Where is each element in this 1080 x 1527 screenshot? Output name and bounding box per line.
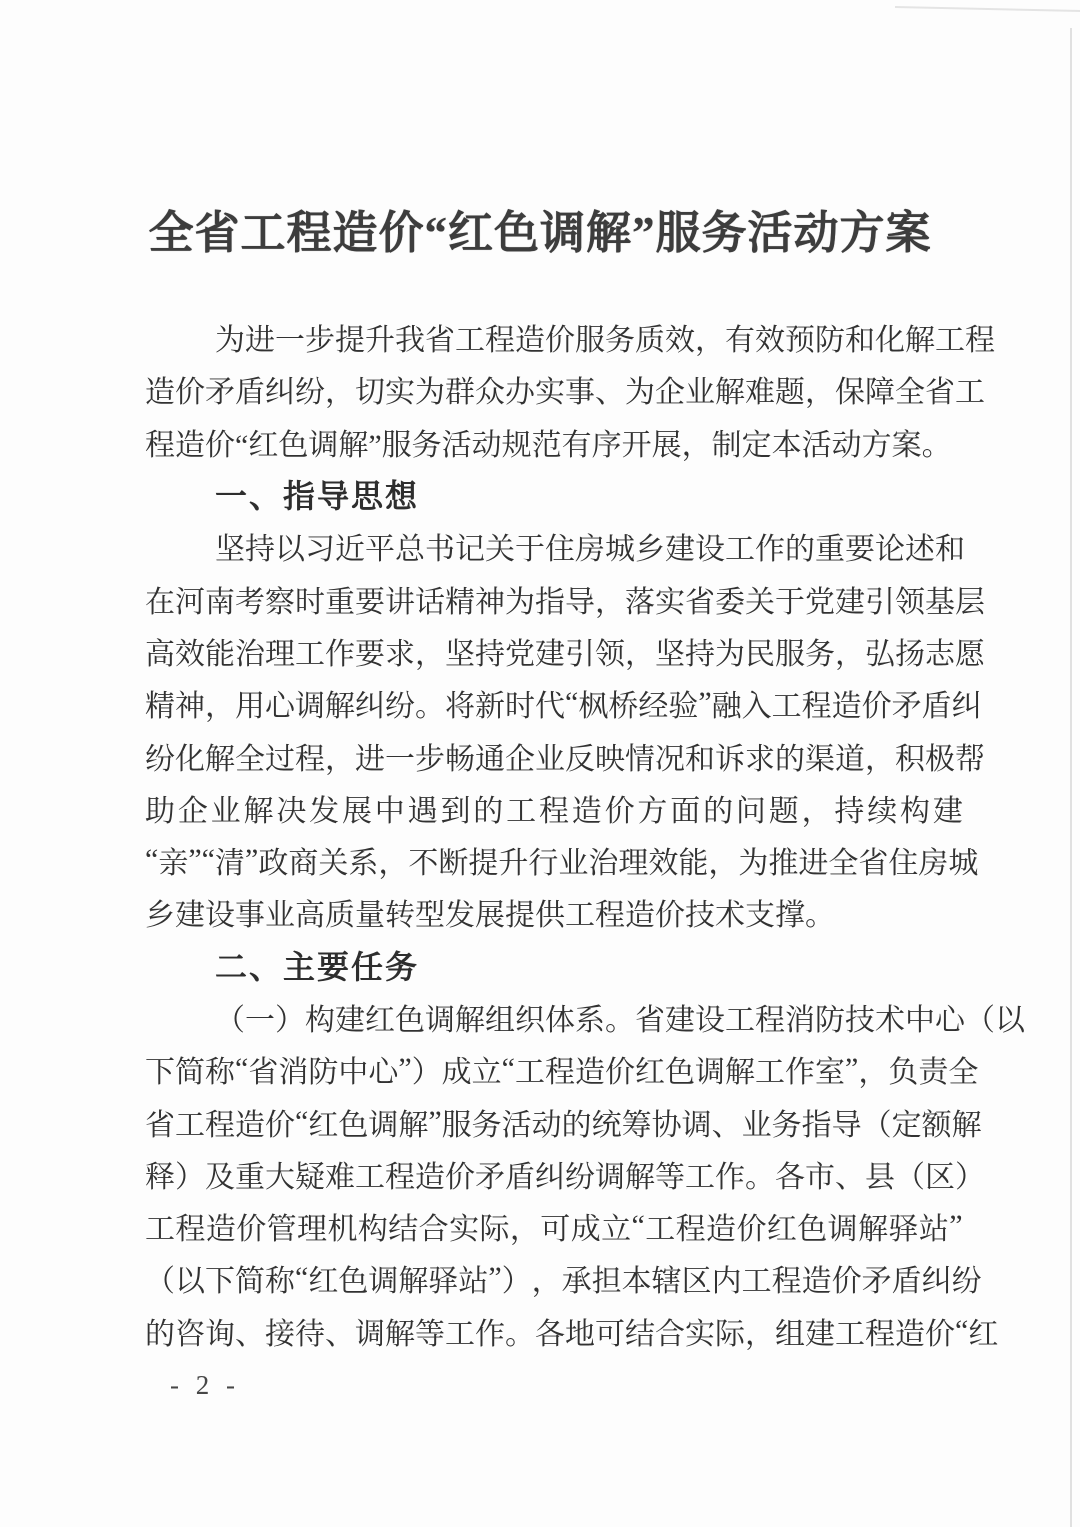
text-line: 助 企 业 解 决 发 展 中 遇 到 的 工 程 造 价 方 面 的 问 题 ， 持 续 构 建: [145, 794, 963, 828]
document-title: 全省工程造价“红色调解”服务活动方案: [148, 208, 932, 258]
text-line: 工 程 造 价 管 理 机 构 结 合 实 际 ， 可 成 立 “ 工 程 造 价 红 色 调 解 驿 站 ”: [145, 1209, 963, 1247]
text-line: 省 工 程 造 价 “ 红 色 调 解 ” 服 务 活 动 的 统 筹 协 调 、 业 务 指 导 （ 定 额 解: [145, 1104, 982, 1142]
text-line: 下 简 称 “ 省 消 防 中 心 ” ） 成 立 “ 工 程 造 价 红 色 调 解 工 作 室 ” ， 负 责 全: [145, 1052, 979, 1090]
text-line: 精 神 ， 用 心 调 解 纠 纷 。 将 新 时 代 “ 枫 桥 经 验 ” 融 入 工 程 造 价 矛 盾 纠: [145, 686, 982, 724]
section-heading: 二、主要任务: [215, 948, 420, 985]
text-line: 程造价“红色调解”服务活动规范有序开展，制定本活动方案。: [145, 428, 952, 462]
text-line: （ 以 下 简 称 “ 红 色 调 解 驿 站 ” ） ， 承 担 本 辖 区 内 工 程 造 价 矛 盾 纠 纷: [145, 1261, 982, 1299]
text-line: （ 一 ） 构 建 红 色 调 解 组 织 体 系 。 省 建 设 工 程 消 防 技 术 中 心 （ 以: [215, 1004, 1025, 1037]
text-line: “ 亲 ” “ 清 ” 政 商 关 系 ， 不 断 提 升 行 业 治 理 效 能 ， 为 推 进 全 省 住 房 城: [145, 843, 979, 881]
document-body: [145, 311, 1025, 1357]
text-line: 造 价 矛 盾 纠 纷 ， 切 实 为 群 众 办 实 事 、 为 企 业 解 难 题 ， 保 障 全 省 工: [145, 376, 985, 410]
text-line: 在 河 南 考 察 时 重 要 讲 话 精 神 为 指 导 ， 落 实 省 委 关 于 党 建 引 领 基 层: [145, 585, 985, 619]
text-line: 乡建设事业高质量转型发展提供工程造价技术支撑。: [145, 899, 835, 933]
text-line: 释 ） 及 重 大 疑 难 工 程 造 价 矛 盾 纠 纷 调 解 等 工 作 。 各 市 、 县 （ 区 ）: [145, 1160, 985, 1194]
text-line: 为 进 一 步 提 升 我 省 工 程 造 价 服 务 质 效 ， 有 效 预 防 和 化 解 工 程: [215, 324, 995, 358]
page-number: - 2 -: [170, 1370, 240, 1400]
text-line: 坚 持 以 习 近 平 总 书 记 关 于 住 房 城 乡 建 设 工 作 的 重 要 论 述 和: [215, 533, 965, 567]
text-line: 纷 化 解 全 过 程 ， 进 一 步 畅 通 企 业 反 映 情 况 和 诉 求 的 渠 道 ， 积 极 帮: [145, 742, 985, 776]
scan-artifact-top-edge: [895, 6, 1080, 12]
section-heading: 一、指导思想: [215, 478, 420, 515]
text-line: 的 咨 询 、 接 待 、 调 解 等 工 作 。 各 地 可 结 合 实 际 ， 组 建 工 程 造 价 “ 红: [145, 1313, 999, 1351]
text-line: 高 效 能 治 理 工 作 要 求 ， 坚 持 党 建 引 领 ， 坚 持 为 民 服 务 ， 弘 扬 志 愿: [145, 637, 985, 671]
